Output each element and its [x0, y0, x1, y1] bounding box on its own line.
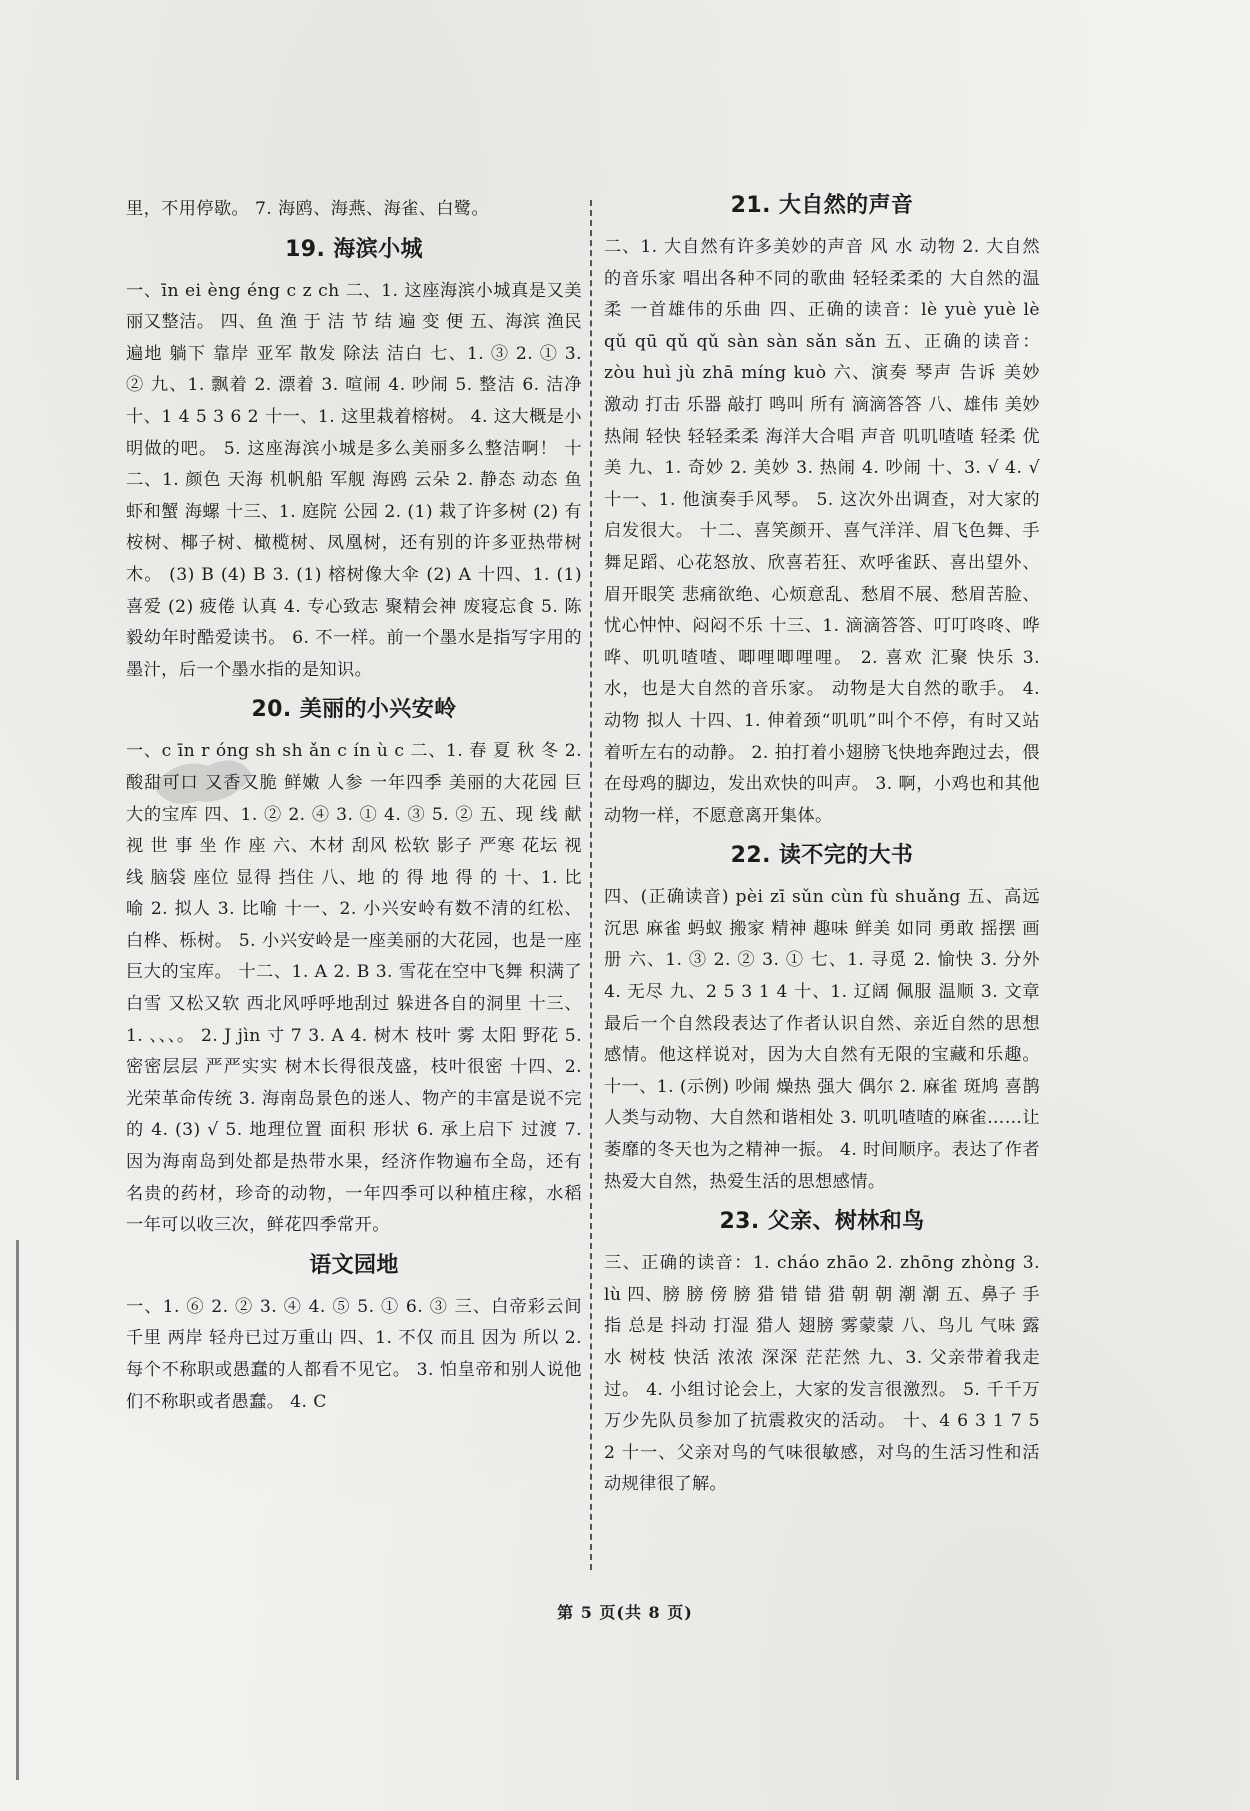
page-number-footer: 第 5 页(共 8 页) — [557, 1603, 693, 1622]
section-text-21: 二、1. 大自然有许多美妙的声音 风 水 动物 2. 大自然的音乐家 唱出各种不同的歌曲 轻轻柔柔的 大自然的温柔 一首雄伟的乐曲 四、正确的读音：lè yuè yuè lè qǔ qū qǔ qǔ sàn sàn sǎn sǎn 五、正确的读音：zòu huì jù zhā míng kuò 六、演奏 琴声 告诉 美妙 激动 打击 乐器 敲打 鸣叫 所有 滴滴答答 八、雄伟 美妙 热闹 轻快 轻轻柔柔 海洋大合唱 声音 叽叽喳喳 轻柔 优美 九、1. 奇妙 2. 美妙 3. 热闹 4. 吵闹 十、3. √ 4. √ 十一、1. 他演奏手风琴。 5. 这次外出调查，对大家的启发很大。 十二、喜笑颜开、喜气洋洋、眉飞色舞、手舞足蹈、心花怒放、欣喜若狂、欢呼雀跃、喜出望外、眉开眼笑 悲痛欲绝、心烦意乱、愁眉不展、愁眉苦脸、忧心忡忡、闷闷不乐 十三、1. 滴滴答答、叮叮咚咚、哗哗、叽叽喳喳、唧哩唧哩哩。 2. 喜欢 汇聚 快乐 3. 水，也是大自然的音乐家。 动物是大自然的歌手。 4. 动物 拟人 十四、1. 伸着颈“叽叽”叫个不停，有时又站着听左右的动静。 2. 拍打着小翅膀飞快地奔跑过去，偎在母鸡的脚边，发出欢快的叫声。 3. 啊，小鸡也和其他动物一样，不愿意离开集体。 — [604, 237, 1040, 826]
section-text-22: 四、(正确读音) pèi zī sǔn cùn fù shuǎng 五、高远 沉思 麻雀 蚂蚁 搬家 精神 趣味 鲜美 如同 勇敢 摇摆 画册 六、1. ③ 2. ② 3. ① 七、1. 寻觅 2. 愉快 3. 分外 4. 无尽 九、2 5 3 1 4 十、1. 辽阔 佩服 温顺 3. 文章最后一个自然段表达了作者认识自然、亲近自然的思想感情。他这样说对，因为大自然有无限的宝藏和乐趣。 十一、1. (示例) 吵闹 燥热 强大 偶尔 2. 麻雀 斑鸠 喜鹊 人类与动物、大自然和谐相处 3. 叽叽喳喳的麻雀……让萎靡的冬天也为之精神一振。 4. 时间顺序。表达了作者热爱大自然，热爱生活的思想感情。 — [604, 887, 1040, 1192]
section-title-yuwen: 语文园地 — [309, 1252, 399, 1278]
section-title-19: 19. 海滨小城 — [285, 236, 423, 262]
section-text-19: 一、īn ei èng éng c z ch 二、1. 这座海滨小城真是又美丽又整洁。 四、鱼 渔 于 洁 节 结 遍 变 便 五、海滨 渔民 遍地 躺下 靠岸 亚军 散发 除法 洁白 七、1. ③ 2. ① 3. ② 九、1. 飘着 2. 漂着 3. 喧闹 4. 吵闹 5. 整洁 6. 洁净 十、1 4 5 3 6 2 十一、1. 这里栽着榕树。 4. 这大概是小明做的吧。 5. 这座海滨小城是多么美丽多么整洁啊！ 十二、1. 颜色 天海 机帆船 军舰 海鸥 云朵 2. 静态 动态 鱼 虾和蟹 海螺 十三、1. 庭院 公园 2. (1) 栽了许多树 (2) 有桉树、椰子树、橄榄树、凤凰树，还有别的许多亚热带树木。 (3) B (4) B 3. (1) 榕树像大伞 (2) A 十四、1. (1) 喜爱 (2) 疲倦 认真 4. 专心致志 聚精会神 废寝忘食 5. 陈毅幼年时酷爱读书。 6. 不一样。前一个墨水是指写字用的墨汁，后一个墨水指的是知识。 — [126, 280, 582, 680]
section-title-20: 20. 美丽的小兴安岭 — [251, 697, 457, 723]
section-title-22: 22. 读不完的大书 — [730, 843, 914, 869]
section-title-23: 23. 父亲、树林和鸟 — [719, 1209, 925, 1235]
section-title-21: 21. 大自然的声音 — [730, 193, 914, 218]
section-text-yuwen: 一、1. ⑥ 2. ② 3. ④ 4. ⑤ 5. ① 6. ③ 三、白帝彩云间 千里 两岸 轻舟已过万重山 四、1. 不仅 而且 因为 所以 2. 每个不称职或愚蠢的人都看不见它。 3. 怕皇帝和别人说他们不称职或者愚蠢。 4. C — [126, 1296, 582, 1412]
left-intro-line: 里，不用停歇。 7. 海鸥、海燕、海雀、白鹭。 — [126, 199, 490, 219]
right-column — [604, 193, 1040, 1501]
section-text-20: 一、c īn r óng sh sh ǎn c ín ù c 二、1. 春 夏 秋 冬 2. 酸甜可口 又香又脆 鲜嫩 人参 一年四季 美丽的大花园 巨大的宝库 四、1. ② 2. ④ 3. ① 4. ③ 5. ② 五、现 线 献 视 世 事 坐 作 座 六、木材 刮风 松软 影子 严寒 花坛 视线 脑袋 座位 显得 挡住 八、地 的 得 地 得 的 十、1. 比喻 2. 拟人 3. 比喻 十一、2. 小兴安岭有数不清的红松、白桦、栎树。 5. 小兴安岭是一座美丽的大花园，也是一座巨大的宝库。 十二、1. A 2. B 3. 雪花在空中飞舞 积满了白雪 又松又软 西北风呼呼地刮过 躲进各自的洞里 十三、1. 、、、。 2. J jìn 寸 7 3. A 4. 树木 枝叶 雾 太阳 野花 5. 密密层层 严严实实 树木长得很茂盛，枝叶很密 十四、2. 光荣革命传统 3. 海南岛景色的迷人、物产的丰富是说不完的 4. (3) √ 5. 地理位置 面积 形状 6. 承上启下 过渡 7. 因为海南岛到处都是热带水果，经济作物遍布全岛，还有名贵的药材，珍奇的动物，一年四季可以种植庄稼，水稻一年可以收三次，鲜花四季常开。 — [126, 741, 582, 1236]
column-divider — [590, 200, 592, 1570]
left-column — [126, 194, 582, 1418]
binding-edge-line — [16, 1240, 19, 1780]
section-text-23: 三、正确的读音：1. cháo zhāo 2. zhōng zhòng 3. lù 四、膀 膀 傍 膀 猎 错 错 猎 朝 朝 潮 潮 五、鼻子 手指 总是 抖动 打湿 猎人 翅膀 雾蒙蒙 八、鸟儿 气味 露水 树枝 快活 浓浓 深深 茫茫然 九、3. 父亲带着我走过。 4. 小组讨论会上，大家的发言很激烈。 5. 千千万万少先队员参加了抗震救灾的活动。 十、4 6 3 1 7 5 2 十一、父亲对鸟的气味很敏感，对鸟的生活习性和活动规律很了解。 — [604, 1253, 1040, 1495]
